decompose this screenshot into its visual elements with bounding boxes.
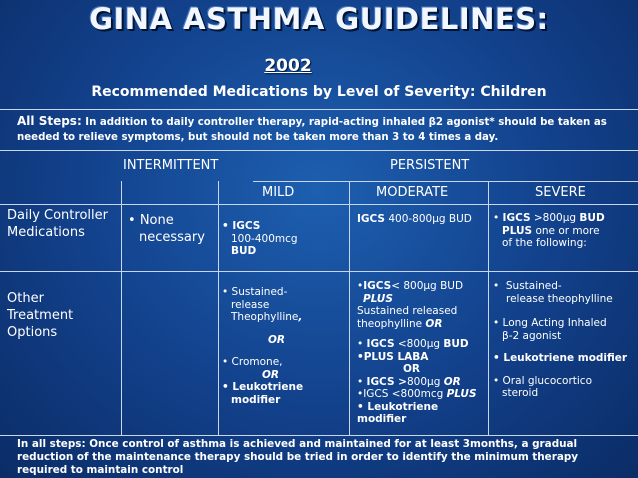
other-mild-l2: release: [231, 298, 270, 311]
vrule-3: [349, 181, 350, 435]
rule-top: [0, 109, 638, 110]
other-mod-l9b: PLUS: [446, 388, 477, 400]
other-mod-l9a: •IGCS <800mcg: [357, 388, 447, 400]
footer-note: In all steps: Once control of asthma is achieved and maintained for at least 3months, a gradual reduction of the maintenance therapy should be tried in order to identify the minimum therapy required to maintain control: [17, 438, 579, 476]
daily-severe-f: of the following:: [502, 237, 587, 249]
header-mild: MILD: [262, 185, 295, 200]
other-mild-or2: OR: [262, 368, 280, 381]
other-mod-l5c: <800μg: [394, 338, 444, 350]
row-other-line2: Treatment: [7, 308, 74, 323]
other-mild-cell: [222, 286, 303, 406]
row-daily-controller: [7, 207, 108, 241]
daily-mild-cell: [222, 220, 298, 258]
row-other-line3: Options: [7, 325, 58, 340]
daily-severe-a: IGCS: [502, 212, 531, 224]
other-mild-l3: Theophylline: [231, 311, 299, 323]
daily-severe-b: >800μg: [530, 212, 580, 224]
other-mod-l2: PLUS: [363, 292, 393, 305]
other-mod-l11: modifier: [357, 413, 407, 425]
other-mild-or: OR: [268, 333, 286, 346]
vrule-4: [488, 181, 489, 435]
daily-moderate-a: IGCS: [357, 213, 385, 225]
bullet: •: [357, 338, 367, 350]
other-sev-l3: Long Acting Inhaled: [502, 317, 607, 329]
all-steps-lead: All Steps:: [17, 114, 82, 128]
other-sev-l5: Leukotriene modifier: [503, 352, 628, 364]
vrule-1: [121, 181, 122, 435]
header-intermittent: INTERMITTENT: [123, 158, 219, 173]
other-mod-l5d: BUD: [443, 338, 469, 350]
all-steps-text: In addition to daily controller therapy, rapid-acting inhaled β2 agonist* should be taken as needed to relieve symptoms, but should not be taken more than 3 to 4 times a day.: [17, 117, 607, 143]
daily-mild-l1: IGCS: [232, 220, 261, 232]
other-mild-l1: Sustained-: [231, 286, 288, 298]
daily-intermittent-l2: necessary: [139, 230, 205, 245]
page-title: GINA ASTHMA GUIDELINES:: [89, 2, 549, 36]
bullet: •: [128, 213, 136, 228]
all-steps-note: [17, 114, 637, 145]
other-severe-cell: [493, 280, 627, 400]
bullet: •: [357, 375, 367, 388]
other-sev-l6: Oral glucocortico: [502, 374, 592, 387]
other-moderate-cell: [357, 280, 477, 426]
other-mod-l8c: 800μg: [406, 375, 444, 388]
daily-moderate-b: 400-800μg BUD: [385, 213, 472, 225]
daily-intermittent-l1: None: [139, 213, 174, 228]
other-mild-l3b: ,: [298, 311, 303, 323]
header-persistent: PERSISTENT: [390, 158, 470, 173]
daily-mild-l3: BUD: [231, 245, 257, 257]
other-mod-l10b: Leukotriene: [367, 400, 439, 413]
year-heading: 2002: [264, 56, 312, 76]
rule-persistent: [253, 181, 638, 182]
other-mod-l1c: < 800μg BUD: [391, 280, 464, 292]
bullet: •: [357, 400, 368, 413]
other-mod-l4a: theophylline: [357, 317, 426, 330]
daily-moderate-cell: [357, 213, 472, 226]
other-mod-l4b: OR: [425, 317, 443, 330]
other-mild-l6: modifier: [231, 393, 281, 406]
bullet: •: [357, 280, 364, 292]
daily-severe-e: one or more: [532, 224, 600, 237]
rule-daily-bottom: [0, 271, 638, 272]
subtitle: Recommended Medications by Level of Severity: Children: [91, 84, 547, 100]
bullet: •: [222, 220, 229, 232]
row-daily-line2: Medications: [7, 225, 85, 240]
daily-severe-cell: [493, 212, 605, 250]
other-sev-l4: β-2 agonist: [502, 329, 562, 342]
rule-header-bottom: [0, 204, 638, 205]
other-mod-l5b: IGCS: [366, 338, 395, 350]
daily-mild-l2: 100-400mcg: [231, 232, 298, 245]
row-other-line1: Other: [7, 291, 44, 306]
other-mod-l3: Sustained released: [357, 305, 458, 317]
header-severe: SEVERE: [535, 185, 586, 200]
bullet: •: [493, 317, 500, 329]
other-sev-l2: release theophylline: [506, 292, 613, 305]
header-moderate: MODERATE: [376, 185, 449, 200]
bullet: •: [222, 356, 229, 368]
row-other-treatment: [7, 290, 73, 341]
other-mild-l5: Leukotriene: [232, 381, 304, 393]
bullet: •: [493, 212, 500, 224]
other-sev-l7: steroid: [502, 387, 539, 399]
rule-allsteps-bottom: [0, 150, 638, 151]
bullet: •: [222, 381, 229, 393]
vrule-2: [218, 181, 219, 435]
other-mod-l8d: OR: [443, 375, 461, 388]
rule-table-bottom: [0, 435, 638, 436]
other-mod-l8b: IGCS >: [366, 375, 407, 388]
other-sev-l1: Sustained-: [505, 280, 562, 292]
daily-severe-c: BUD: [579, 212, 605, 224]
bullet: •: [222, 286, 229, 298]
bullet: •: [493, 280, 500, 292]
daily-intermittent-cell: [128, 212, 205, 246]
other-mod-l7: OR: [403, 363, 421, 375]
row-daily-line1: Daily Controller: [7, 208, 108, 223]
bullet: •: [493, 374, 500, 387]
other-mod-l6: •PLUS LABA: [357, 350, 429, 363]
other-mild-l4: Cromone,: [231, 356, 283, 368]
other-mod-l1b: IGCS: [363, 280, 392, 292]
bullet: •: [493, 352, 500, 364]
daily-severe-d: PLUS: [502, 224, 533, 237]
